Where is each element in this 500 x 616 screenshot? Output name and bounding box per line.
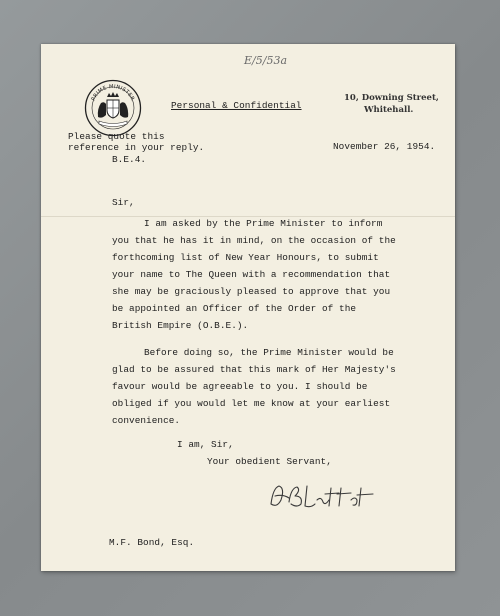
body-line: she may be graciously pleased to approve that you bbox=[112, 286, 391, 297]
crest-text: PRIME MINISTER bbox=[90, 83, 136, 102]
reference-note-line-2: reference in your reply. bbox=[68, 142, 205, 153]
letter-sheet bbox=[41, 44, 455, 571]
address-line-2: Whitehall. bbox=[364, 105, 414, 115]
body-line: obliged if you would let me know at your earliest bbox=[112, 398, 391, 409]
reference-note-line-1: Please quote this bbox=[68, 131, 165, 142]
body-line: be appointed an Officer of the Order of the bbox=[112, 303, 357, 314]
body-line: British Empire (O.B.E.). bbox=[112, 320, 249, 331]
body-line: your name to The Queen with a recommendation that bbox=[112, 269, 391, 280]
body-line: Before doing so, the Prime Minister would be bbox=[144, 347, 394, 358]
body-line: convenience. bbox=[112, 415, 181, 426]
body-line: favour would be agreeable to you. I should be bbox=[112, 381, 368, 392]
salutation: Sir, bbox=[112, 197, 135, 208]
archive-reference-mark: E/5/53a bbox=[244, 54, 287, 67]
reference-code: B.E.4. bbox=[112, 154, 147, 165]
closing-line-2: Your obedient Servant, bbox=[207, 456, 332, 467]
royal-coat-of-arms-icon bbox=[84, 79, 142, 137]
body-line: I am asked by the Prime Minister to inform bbox=[144, 218, 383, 229]
letter-date: November 26, 1954. bbox=[333, 141, 436, 152]
body-line: glad to be assured that this mark of Her Majesty's bbox=[112, 364, 396, 375]
body-line: forthcoming list of New Year Honours, to submit bbox=[112, 252, 379, 263]
address-line-1: 10, Downing Street, bbox=[344, 93, 439, 103]
letter-heading: Personal & Confidential bbox=[171, 100, 302, 111]
paper-fold-line bbox=[41, 216, 455, 217]
body-line: you that he has it in mind, on the occasion of the bbox=[112, 235, 396, 246]
handwritten-signature-icon bbox=[267, 478, 377, 514]
recipient-name: M.F. Bond, Esq. bbox=[109, 537, 195, 548]
closing-line-1: I am, Sir, bbox=[177, 439, 234, 450]
